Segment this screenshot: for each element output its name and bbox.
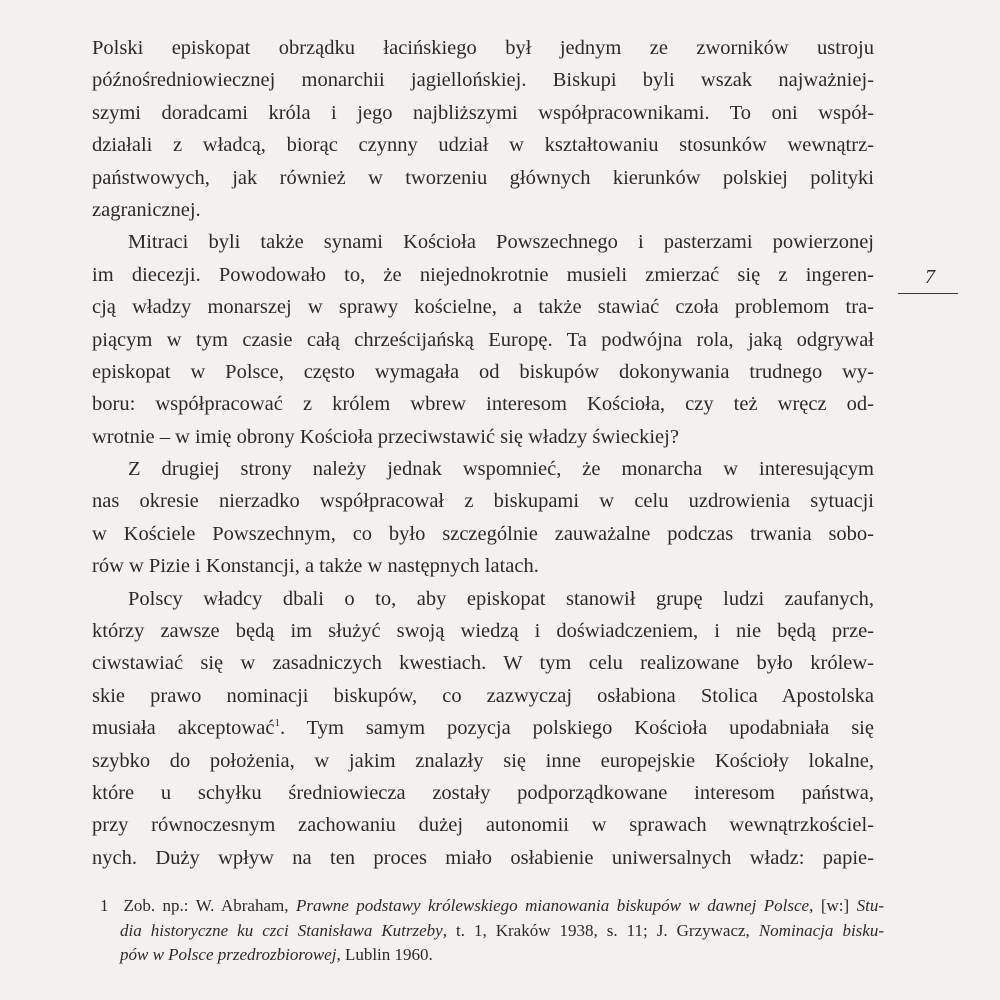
footnote-title: Nominacja bisku- — [758, 920, 884, 940]
text-line: Mitraci byli także synami Kościoła Powszechnego i pasterzami powierzonej — [128, 231, 874, 254]
footnote-title: Prawne podstawy królewskiego mianowania biskupów w dawnej Polsce — [295, 896, 810, 915]
text-line: które u schyłku średniowiecza zostały podporządkowane interesom państwa, — [92, 781, 874, 804]
text-line: rów w Pizie i Konstancji, a także w następnych latach. — [92, 555, 539, 578]
text-line: skie prawo nominacji biskupów, co zazwyczaj osłabiona Stolica Apostolska — [92, 684, 874, 707]
text-line: szybko do położenia, w jakim znalazły się inne europejskie Kościoły lokalne, — [92, 749, 874, 772]
footnote-line — [100, 943, 884, 968]
text-line: wrotnie – w imię obrony Kościoła przeciwstawić się władzy świeckiej? — [92, 425, 679, 448]
text-line: im diecezji. Powodowało to, że niejednokrotnie musieli zmierzać się z ingeren- — [92, 263, 874, 286]
footnote-text: , [w:] — [809, 896, 857, 915]
text-line — [92, 712, 874, 744]
text-line: nas okresie nierzadko współpracował z biskupami w celu uzdrowienia sytuacji — [92, 490, 874, 513]
page-number-rule — [898, 293, 958, 294]
footnote-line — [100, 919, 884, 944]
footnotes — [100, 894, 884, 968]
text-line: którzy zawsze będą im służyć swoją wiedzą i doświadczeniem, i nie będą prze- — [92, 620, 874, 643]
text-segment: . Tym samym pozycja polskiego Kościoła upodabniała się — [279, 717, 874, 740]
footnote-title: Stu- — [856, 896, 884, 915]
text-line: działali z władcą, biorąc czynny udział w kształtowaniu stosunków wewnątrz- — [92, 134, 874, 157]
footnote-title: dia historyczne ku czci Stanisława Kutrzeby — [120, 920, 443, 940]
text-line: boru: współpracować z królem wbrew interesom Kościoła, czy też wręcz od- — [92, 393, 874, 416]
text-line: Z drugiej strony należy jednak wspomnieć, że monarcha w interesującym — [128, 458, 874, 481]
footnote-ref[interactable]: 1 — [274, 717, 280, 730]
footnote-text: Zob. np.: W. Abraham, — [123, 896, 296, 915]
main-text — [92, 32, 874, 874]
text-segment: musiała akceptować — [92, 717, 275, 740]
footnote-text: , Lublin 1960. — [336, 945, 433, 964]
text-line: przy równoczesnym zachowaniu dużej autonomii w sprawach wewnątrzkościel- — [92, 814, 874, 837]
footnote-text: , t. 1, Kraków 1938, s. 11; J. Grzywacz, — [442, 920, 759, 940]
text-line: późnośredniowiecznej monarchii jagiellońskiej. Biskupi byli wszak najważniej- — [92, 69, 874, 92]
text-line: szymi doradcami króla i jego najbliższymi współpracownikami. To oni współ- — [92, 101, 874, 124]
text-line: cją władzy monarszej w sprawy kościelne, a także stawiać czoła problemom tra- — [92, 296, 874, 319]
footnote-number: 1 — [100, 896, 109, 915]
text-line: państwowych, jak również w tworzeniu głównych kierunków polskiej polityki — [92, 166, 874, 189]
text-line: nych. Duży wpływ na ten proces miało osłabienie uniwersalnych władz: papie- — [92, 846, 874, 869]
text-line: Polscy władcy dbali o to, aby episkopat stanowił grupę ludzi zaufanych, — [128, 587, 874, 610]
text-line: piącym w tym czasie całą chrześcijańską Europę. Ta podwójna rola, jaką odgrywał — [92, 328, 874, 351]
text-line: Polski episkopat obrządku łacińskiego był jednym ze zworników ustroju — [92, 37, 874, 59]
footnote-title: pów w Polsce przedrozbiorowej — [120, 945, 337, 964]
page-number: 7 — [925, 266, 935, 288]
text-line: w Kościele Powszechnym, co było szczególnie zauważalne podczas trwania sobo- — [92, 522, 874, 545]
text-line: zagranicznej. — [92, 198, 201, 221]
text-line: ciwstawiać się w zasadniczych kwestiach. W tym celu realizowane było królew- — [92, 652, 874, 675]
footnote-line — [100, 894, 884, 919]
text-line: episkopat w Polsce, często wymagała od biskupów dokonywania trudnego wy- — [92, 360, 874, 383]
